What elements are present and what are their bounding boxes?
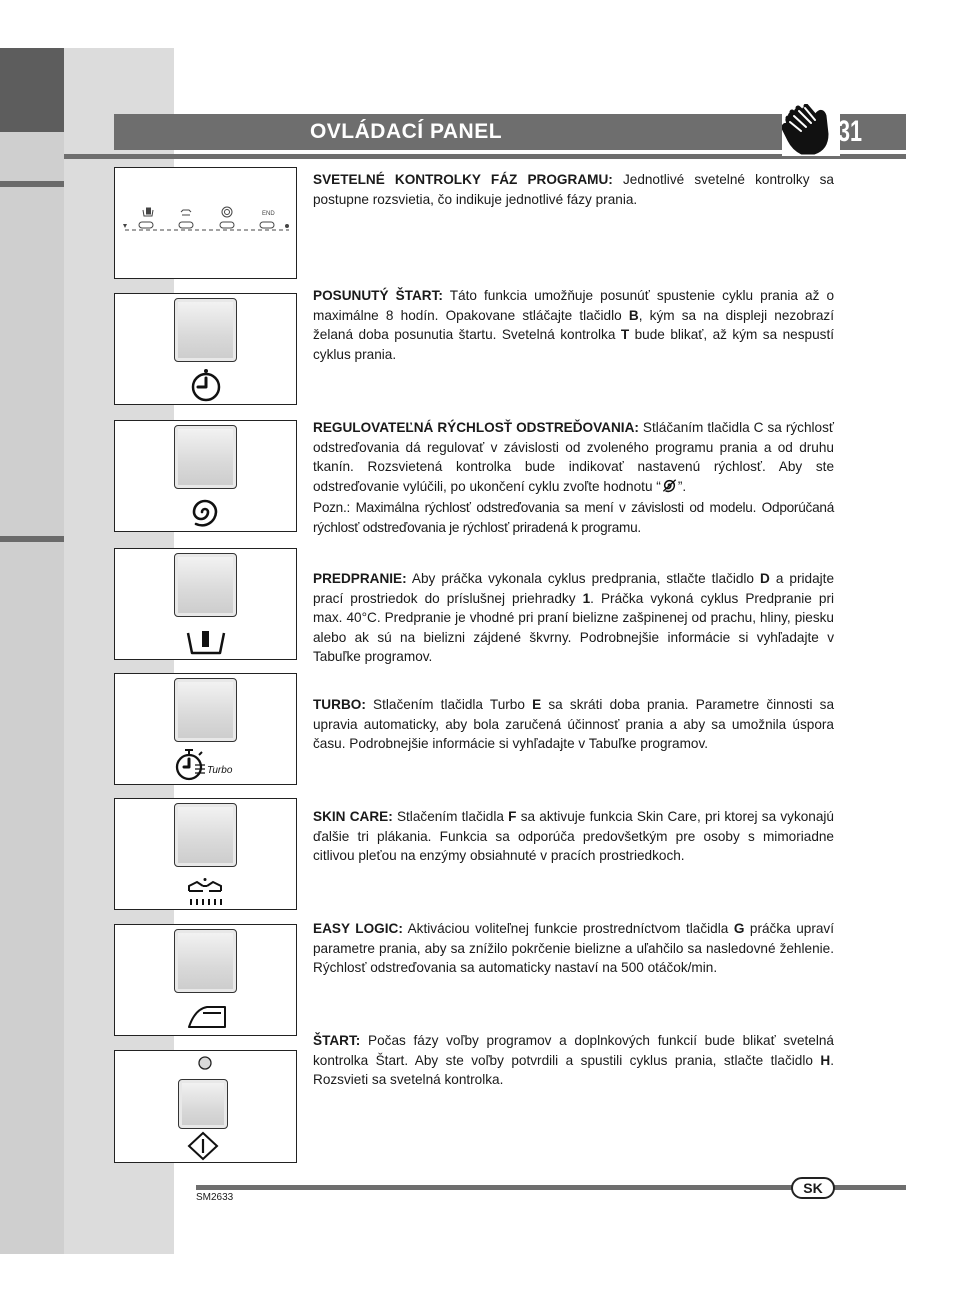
- section-title: SKIN CARE:: [313, 809, 393, 824]
- start-icon: [187, 1131, 219, 1161]
- spin-note: Pozn.: Maximálna rýchlosť odstreďovania sa mení v závislosti od modelu. Odporúčaná rýchlosť odstreďovania je rýchlosť priradená k programu.: [313, 500, 834, 535]
- turbo-button[interactable]: [174, 678, 237, 742]
- prewash-icon: [185, 629, 227, 657]
- spin-icon: [187, 495, 223, 529]
- section-title: ŠTART:: [313, 1033, 361, 1048]
- easy-logic-description: EASY LOGIC: Aktiváciou voliteľnej funkcie prostredníctvom tlačidla G práčka upraví parametre prania, aby sa znížilo pokrčenie bielizne a uľahčilo sa nasledovné žehlenie. Rýchlosť odstreďovania sa automaticky nastaví na 500 otáčok/min.: [313, 921, 834, 975]
- model-code: SM2633: [196, 1192, 234, 1203]
- skin-care-description: SKIN CARE: Stlačením tlačidla F sa aktivuje funkcia Skin Care, pri ktorej sa vykonajú ďalšie tri plákania. Funkcia sa odporúča predovšetkým pre osoby s mimoriadne citlivou pleťou na enzýmy obsiahnuté v pracích prostriedkoch.: [313, 809, 834, 863]
- turbo-icon: [171, 746, 211, 782]
- easy-logic-panel: [114, 924, 297, 1036]
- spin-description: REGULOVATEĽNÁ RÝCHLOSŤ ODSTREĎOVANIA: Stláčaním tlačidla C sa rýchlosť odstreďovania dá regulovať v závislosti od zvoleného programu prania a od druhu tkanín. Rozsvietená kontrolka bude indikovať nastavenú rýchlosť. Aby ste odstreďovanie vylúčili, po ukončení cyklu zvoľte hodnotu “ ”. Pozn.: Maximálna rýchlosť odstreďovania sa mení v závislosti od modelu. Odporúčaná rýchlosť odstreďovania je rýchlosť priradená k programu.: [313, 418, 834, 537]
- page-title: OVLÁDACÍ PANEL: [309, 120, 503, 143]
- turbo-label: Turbo: [207, 765, 233, 776]
- end-label: END: [262, 211, 275, 217]
- hand-icon: [782, 104, 840, 156]
- section-title: SVETELNÉ KONTROLKY FÁZ PROGRAMU:: [313, 172, 613, 187]
- turbo-panel: [114, 673, 297, 785]
- phase-lights-panel: [114, 167, 297, 279]
- section-title: TURBO:: [313, 697, 366, 712]
- left-margin-rule: [0, 536, 64, 542]
- phase-lights-icon: [119, 204, 295, 240]
- left-margin-tab: [0, 48, 64, 132]
- left-margin-column: [0, 132, 64, 1254]
- prewash-description: PREDPRANIE: Aby práčka vykonala cyklus predprania, stlačte tlačidlo D a pridajte prací prostriedok do príslušnej priehradky 1. Práčka vykoná cyklus Predpranie pri max. 40°C. Predpranie je vhodné pri praní bielizne zašpinenej od prachu, hliny, piesku alebo ak sú na bielizni zájdené škvrny. Podrobnejšie informácie si vyhľadajte v Tabuľke programov.: [313, 571, 835, 664]
- skin-care-button[interactable]: [174, 803, 237, 867]
- phase-lights-description: SVETELNÉ KONTROLKY FÁZ PROGRAMU: Jednotlivé svetelné kontrolky sa postupne rozsvietia, čo indikuje jednotlivé fázy prania.: [313, 172, 834, 207]
- start-indicator-light: [197, 1055, 213, 1071]
- delay-start-description: POSUNUTÝ ŠTART: Táto funkcia umožňuje posunúť spustenie cyklu prania až o maximálne 8 hodín. Opakovane stláčajte tlačidlo B, kým sa na displeji nezobrazí želaná doba posunutia štartu. Svetelná kontrolka T bude blikať, až kým sa nespustí cyklus prania.: [313, 288, 835, 362]
- start-description: ŠTART: Počas fázy voľby programov a doplnkových funkcií bude blikať svetelná kontrolka Štart. Aby ste voľby potvrdili a spustili cyklus prania, stlačte tlačidlo H. Rozsvieti sa svetelná kontrolka.: [313, 1033, 834, 1087]
- language-badge: SK: [791, 1177, 835, 1199]
- prewash-panel: [114, 548, 297, 660]
- page-number: 31: [838, 115, 863, 148]
- start-panel: [114, 1050, 297, 1163]
- header-rule: [64, 154, 906, 159]
- section-title: PREDPRANIE:: [313, 571, 407, 586]
- left-margin-rule: [0, 181, 64, 187]
- section-title: EASY LOGIC:: [313, 921, 403, 936]
- turbo-description: TURBO: Stlačením tlačidla Turbo E sa skráti doba prania. Parametre činnosti sa upravia automaticky, aby bola zaručená účinnosť prania a aby sa umožnila úspora času. Podrobnejšie informácie si vyhľadajte v Tabuľke programov.: [313, 697, 834, 751]
- start-button[interactable]: [178, 1079, 228, 1129]
- delay-start-panel: [114, 293, 297, 405]
- skin-care-panel: [114, 798, 297, 910]
- iron-icon: [185, 1003, 229, 1031]
- prewash-button[interactable]: [174, 553, 237, 617]
- spin-panel: [114, 420, 297, 532]
- no-spin-icon: [661, 478, 678, 493]
- section-title: REGULOVATEĽNÁ RÝCHLOSŤ ODSTREĎOVANIA:: [313, 420, 639, 435]
- delay-start-button[interactable]: [174, 298, 237, 362]
- spin-speed-button[interactable]: [174, 425, 237, 489]
- easy-logic-button[interactable]: [174, 929, 237, 993]
- skin-care-icon: [185, 877, 227, 907]
- clock-icon: [187, 366, 225, 404]
- section-title: POSUNUTÝ ŠTART:: [313, 288, 443, 303]
